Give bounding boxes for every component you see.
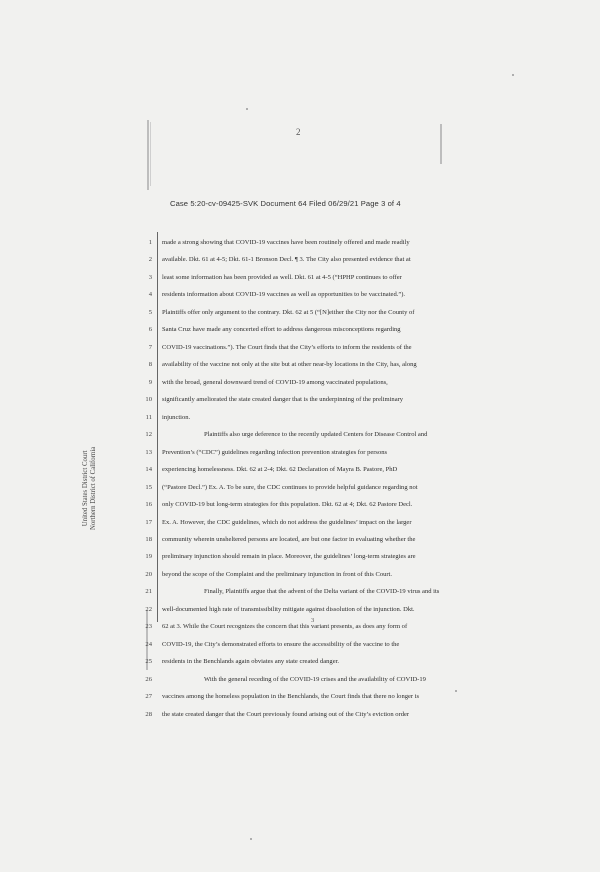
line-number: 3 — [148, 273, 152, 281]
line-number-column — [138, 234, 152, 723]
body-text-line: vaccines among the homeless population in the Benchlands, the Court finds that there no longer is — [162, 693, 420, 701]
line-number: 24 — [145, 640, 152, 648]
line-number: 21 — [145, 588, 152, 596]
scan-speck — [250, 838, 252, 840]
court-caption-line: United States District Court — [82, 450, 89, 527]
body-text-line: community wherein unsheltered persons are located, are but one factor in evaluating whether the — [162, 535, 416, 543]
body-text-line: preliminary injunction should remain in place. Moreover, the guidelines’ long-term strategies are — [162, 553, 416, 561]
line-number: 9 — [148, 378, 152, 386]
body-text-line: Plaintiffs offer only argument to the contrary. Dkt. 62 at 5 (“[N]either the City nor the County of — [162, 308, 415, 316]
line-number: 8 — [148, 361, 152, 369]
body-text-line: Plaintiffs also urge deference to the recently updated Centers for Disease Control and — [204, 431, 428, 439]
body-text-line: beyond the scope of the Complaint and the preliminary injunction in front of this Court. — [162, 570, 393, 578]
body-text-line: available. Dkt. 61 at 4-5; Dkt. 61-1 Bronson Decl. ¶ 3. The City also presented evidence that at — [162, 256, 411, 264]
body-text-line: well-documented high rate of transmissibility mitigate against dissolution of the injunction. Dkt. — [162, 605, 415, 613]
body-text-line: made a strong showing that COVID-19 vaccines have been routinely offered and made readily — [162, 239, 410, 246]
court-caption — [82, 447, 98, 530]
line-number: 17 — [145, 518, 152, 526]
line-number: 4 — [148, 291, 152, 299]
scan-edge-bar-top — [147, 120, 149, 190]
line-number: 18 — [145, 535, 152, 543]
scan-edge-bar-top-2 — [150, 122, 151, 186]
line-number: 5 — [148, 308, 152, 316]
body-text-line: (“Pastore Decl.”) Ex. A. To be sure, the CDC continues to provide helpful guidance regarding not — [162, 483, 418, 491]
case-header: Case 5:20-cv-09425-SVK Document 64 Filed 06/29/21 Page 3 of 4 — [170, 199, 401, 208]
bottom-page-number: 3 — [311, 617, 315, 624]
body-text-line: Santa Cruz have made any concerted effort to address dangerous misconceptions regarding — [162, 326, 401, 334]
line-number: 10 — [145, 396, 152, 404]
line-number: 28 — [145, 710, 152, 718]
line-number: 12 — [145, 431, 152, 439]
body-text-line: residents in the Benchlands again obviates any state created danger. — [162, 658, 340, 666]
body-text-line: COVID-19, the City’s demonstrated efforts to ensure the accessibility of the vaccine to the — [162, 640, 400, 648]
body-text-line: Ex. A. However, the CDC guidelines, which do not address the guidelines’ impact on the larger — [162, 518, 412, 526]
line-number: 13 — [145, 448, 152, 456]
body-text-line: injunction. — [162, 413, 191, 421]
line-number: 11 — [145, 413, 152, 421]
line-number: 23 — [145, 623, 152, 631]
body-text-line: the state created danger that the Court previously found arising out of the City’s eviction order — [162, 710, 410, 718]
body-text-line: Prevention’s (“CDC”) guidelines regarding infection prevention strategies for persons — [162, 448, 388, 456]
court-caption-line: Northern District of California — [90, 446, 97, 530]
body-text-line: availability of the vaccine not only at the site but at other near-by locations in the City, has, along — [162, 361, 417, 369]
body-text-line: least some information has been provided as well. Dkt. 61 at 4-5 (“HPHP continues to offer — [162, 273, 402, 281]
line-number: 20 — [145, 570, 152, 578]
body-text-line: Finally, Plaintiffs argue that the advent of the Delta variant of the COVID-19 virus and its — [204, 588, 440, 596]
body-text-line: experiencing homelessness. Dkt. 62 at 2-4; Dkt. 62 Declaration of Mayra B. Pastore, PhD — [162, 466, 398, 474]
line-number: 22 — [145, 605, 152, 613]
scan-edge-bar-right — [440, 124, 442, 164]
top-page-number: 2 — [296, 127, 301, 137]
body-text-line: With the general receding of the COVID-19 crises and the availability of COVID-19 — [204, 675, 426, 683]
left-margin-rule — [157, 232, 158, 622]
line-number: 6 — [148, 326, 152, 334]
line-number: 15 — [145, 483, 152, 491]
line-number: 2 — [148, 256, 152, 264]
body-text-line: residents information about COVID-19 vaccines as well as opportunities to be vaccinated.”). — [162, 291, 406, 299]
body-text-line: only COVID-19 but long-term strategies for this population. Dkt. 62 at 4; Dkt. 62 Pastore Decl. — [162, 501, 413, 509]
scan-speck — [512, 74, 514, 76]
line-number: 25 — [145, 658, 152, 666]
body-text-line: 62 at 3. While the Court recognizes the concern that this variant presents, as does any form of — [162, 623, 408, 631]
line-number: 7 — [148, 343, 152, 351]
scan-speck — [246, 108, 248, 110]
body-text-line: significantly ameliorated the state created danger that is the underpinning of the preliminary — [162, 396, 404, 404]
line-number: 26 — [145, 675, 152, 683]
line-number: 14 — [145, 466, 152, 474]
line-number: 27 — [145, 693, 152, 701]
body-text-line: with the broad, general downward trend of COVID-19 among vaccinated populations, — [162, 378, 388, 386]
line-number: 16 — [145, 501, 152, 509]
body-text-line: COVID-19 vaccinations.”). The Court finds that the City’s efforts to inform the residents of the — [162, 343, 412, 351]
document-body — [162, 234, 468, 723]
line-number: 1 — [148, 239, 152, 246]
line-number: 19 — [145, 553, 152, 561]
